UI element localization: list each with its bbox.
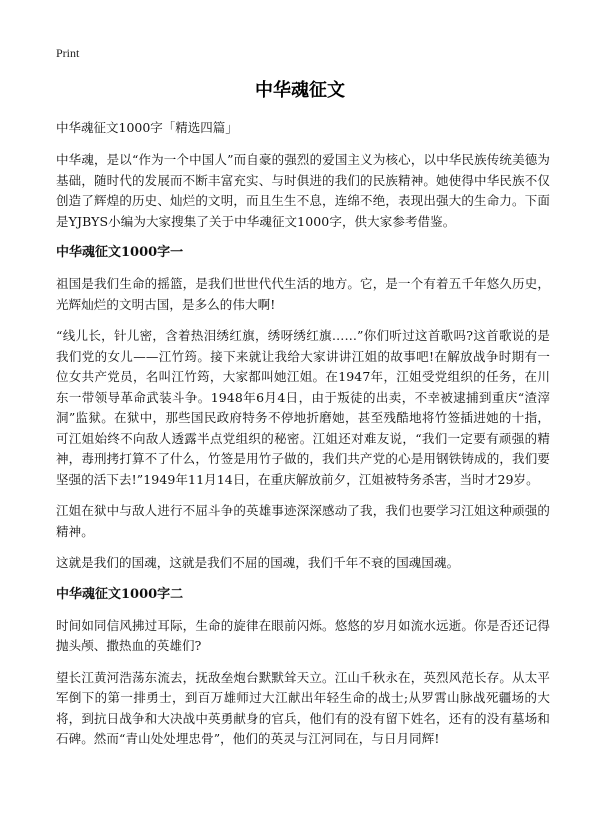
document-subtitle: 中华魂征文1000字「精选四篇」 <box>56 120 238 135</box>
section-1-paragraph-4: 这就是我们的国魂，这就是我们不屈的国魂，我们千年不衰的国魂国魂。 <box>56 555 460 570</box>
section-1-paragraph-2: “线儿长，针儿密，含着热泪绣红旗，绣呀绣红旗……”你们听过这首歌吗?这首歌说的是我们党的女儿——江竹筠。接下来就让我给大家讲讲江姐的故事吧!在解放战争时期有一位女共产党员，名叫江竹筠，大家都叫她江姐。在1947年，江姐受党组织的任务，在川东一带领导革命武装斗争。1948年6月4日，由于叛徒的出卖，不幸被逮捕到重庆“渣滓洞”监狱。在狱中，那些国民政府特务不停地折磨她，甚至残酷地将竹签插进她的十指，可江姐始终不向敌人透露半点党组织的秘密。江姐还对难友说，“我们一定要有顽强的精神，毒刑拷打算不了什么，竹签是用竹子做的，我们共产党的心是用钢铁铸成的，我们要坚强的活下去!”1949年11月14日，在重庆解放前夕，江姐被特务杀害，当时才29岁。 <box>56 328 550 487</box>
section-1-paragraph-3: 江姐在狱中与敌人进行不屈斗争的英雄事迹深深感动了我，我们也要学习江姐这种顽强的精神。 <box>56 503 550 539</box>
section-2-paragraph-2: 望长江黄河浩荡东流去，抚敌垒炮台默默耸天立。江山千秋永在，英烈风范长存。从太平军倒下的第一排勇士，到百万雄师过大江献出年轻生命的战士;从罗霄山脉战死疆场的大将，到抗日战争和大决战中英勇献身的官兵，他们有的没有留下姓名，还有的没有墓场和石碑。然而“青山处处埋忠骨”，他们的英灵与江河同在，与日月同辉! <box>56 669 550 746</box>
print-link[interactable]: Print <box>56 46 80 60</box>
intro-paragraph: 中华魂，是以“作为一个中国人”而自豪的强烈的爱国主义为核心，以中华民族传统美德为基础，随时代的发展而不断丰富充实、与时俱进的我们的民族精神。她使得中华民族不仅创造了辉煌的历史、灿烂的文明，而且生生不息，连绵不绝，表现出强大的生命力。下面是YJBYS小编为大家搜集了关于中华魂征文1000字，供大家参考借鉴。 <box>56 152 550 229</box>
section-heading-1: 中华魂征文1000字一 <box>56 245 184 260</box>
section-heading-2: 中华魂征文1000字二 <box>56 586 184 602</box>
section-2-paragraph-1: 时间如同信风拂过耳际，生命的旋律在眼前闪烁。悠悠的岁月如流水远逝。你是否还记得抛头颅、撒热血的英雄们? <box>56 617 550 653</box>
document-body <box>56 118 550 761</box>
section-1-paragraph-1: 祖国是我们生命的摇篮，是我们世世代代生活的地方。它，是一个有着五千年悠久历史，光辉灿烂的文明古国，是多么的伟大啊! <box>56 276 550 312</box>
page-title: 中华魂征文 <box>255 80 345 101</box>
